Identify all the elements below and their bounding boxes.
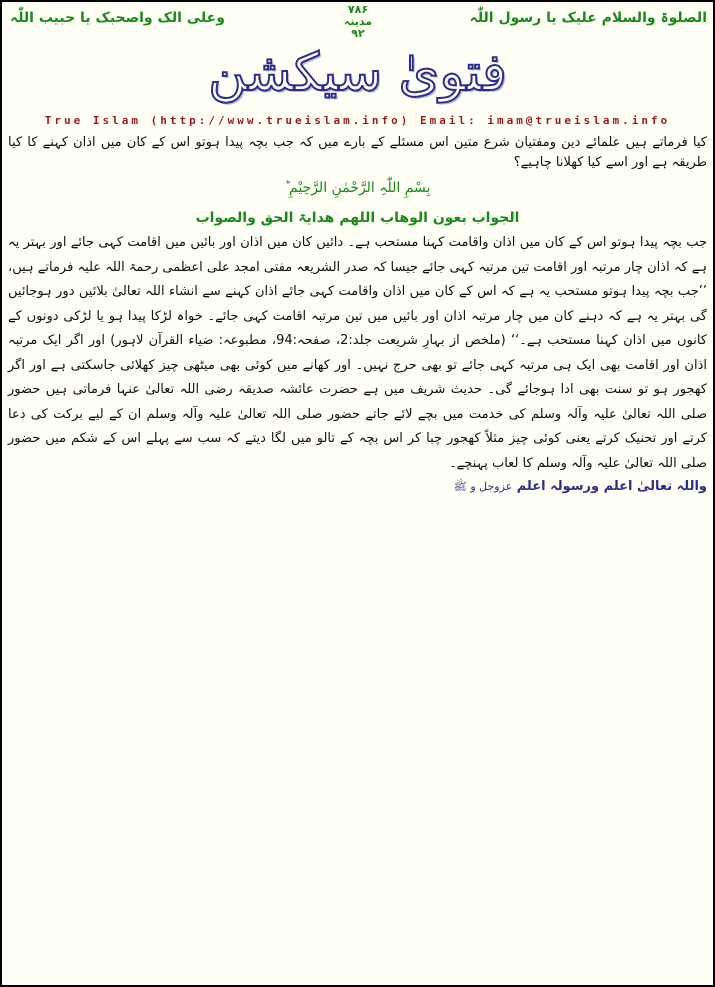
madina-word: مدینہ [343,15,373,28]
answer-text: جب بچہ پیدا ہوتو اس کے کان میں اذان واقامت کہنا مستحب ہے۔ دائیں کان میں اذان اور بائیں میں اقامت کہی جائے اور بہتر یہ ہے کہ اذان چار مرتبہ اور اقامت تین مرتبہ کہی جائے جیسا کہ صدر الشریعہ مفتی امجد علی اعظمی رحمۃ اللہ علیہ فرماتے ہیں، ’’جب بچہ پیدا ہوتو مستحب یہ ہے کہ اس کے کان میں اذان واقامت کہی جائے اذان کہنے سے انشاء اللہ تعالیٰ بلائیں دور ہوجائیں گی بہتر یہ ہے کہ دہنے کان میں چار مرتبہ اذان اور بائیں میں تین مرتبہ اقامت کہی جائے۔ خواہ لڑکا پیدا ہو یا لڑکی دونوں کے کانوں میں اذان کہنا مستحب ہے۔‘‘ (ملخص از بہارِ شریعت جلد:2، صفحہ:94، مطبوعہ: ضیاء القرآن لاہور) اور اگر ایک مرتبہ اذان اور اقامت بھی ایک ہی مرتبہ کہی جائے تو بھی حرج نہیں۔ اور کھانے میں کوئی بھی میٹھی چیز کھلائی جاسکتی ہے اور اگر کھجور ہو تو سنت بھی ادا ہوجائے گی۔ حدیث شریف میں ہے حضرت عائشہ صدیقہ رضی اللہ تعالیٰ عنہا فرماتی ہیں حضور صلی اللہ تعالیٰ علیہ وآلہ وسلم کی خدمت میں بچے لائے جاتے حضور صلی اللہ تعالیٰ علیہ وآلہ وسلم ان کے لیے برکت کی دعا کرتے اور تحنیک کرتے یعنی کوئی چیز مثلاً کھجور چبا کر اس بچہ کے تالو میں لگا دیتے کہ سب سے پہلے اس کے شکم میں حضور صلی اللہ تعالیٰ علیہ وآلہ وسلم کا لعاب پہنچے۔ [8,235,707,471]
closing-line [8,476,707,498]
contact-line: True Islam (http://www.trueislam.info) Email: imam@trueislam.info [44,114,671,127]
answer-heading: الجواب بعون الوھاب اللھم ھدایۃ الحق والصواب [195,210,520,226]
salutation-left: وعلی الک واصحبک یا حبیب اللّٰہ [10,10,225,26]
question-text: کیا فرماتے ہیں علمائے دین ومفتیان شرع متین اس مسئلے کے بارے میں کہ جب بچہ پیدا ہوتو اس کے کان میں اذان کہنے کا کیا طریقہ ہے اور اسے کیا کھلانا چاہیے؟ [8,135,707,170]
closing-seal: عزوجل و ﷺ [453,480,513,493]
closing-text: واللہ تعالیٰ اعلم ورسولہ اعلم [516,479,707,494]
header-bar [2,2,713,42]
madina-mark [336,4,380,40]
madina-sub: ۹۲ [351,27,365,40]
fatwa-content [8,133,707,498]
salutation-right: الصلوۃ والسلام علیک یا رسول اللّٰہ [469,10,707,26]
page-title: فتویٰ سیکشن [208,43,507,103]
madina-number: ۷۸۶ [347,3,369,16]
bismillah: بِسْمِ اللّٰہِ الرَّحْمٰنِ الرَّحِیْمِ ؕ [284,180,431,196]
